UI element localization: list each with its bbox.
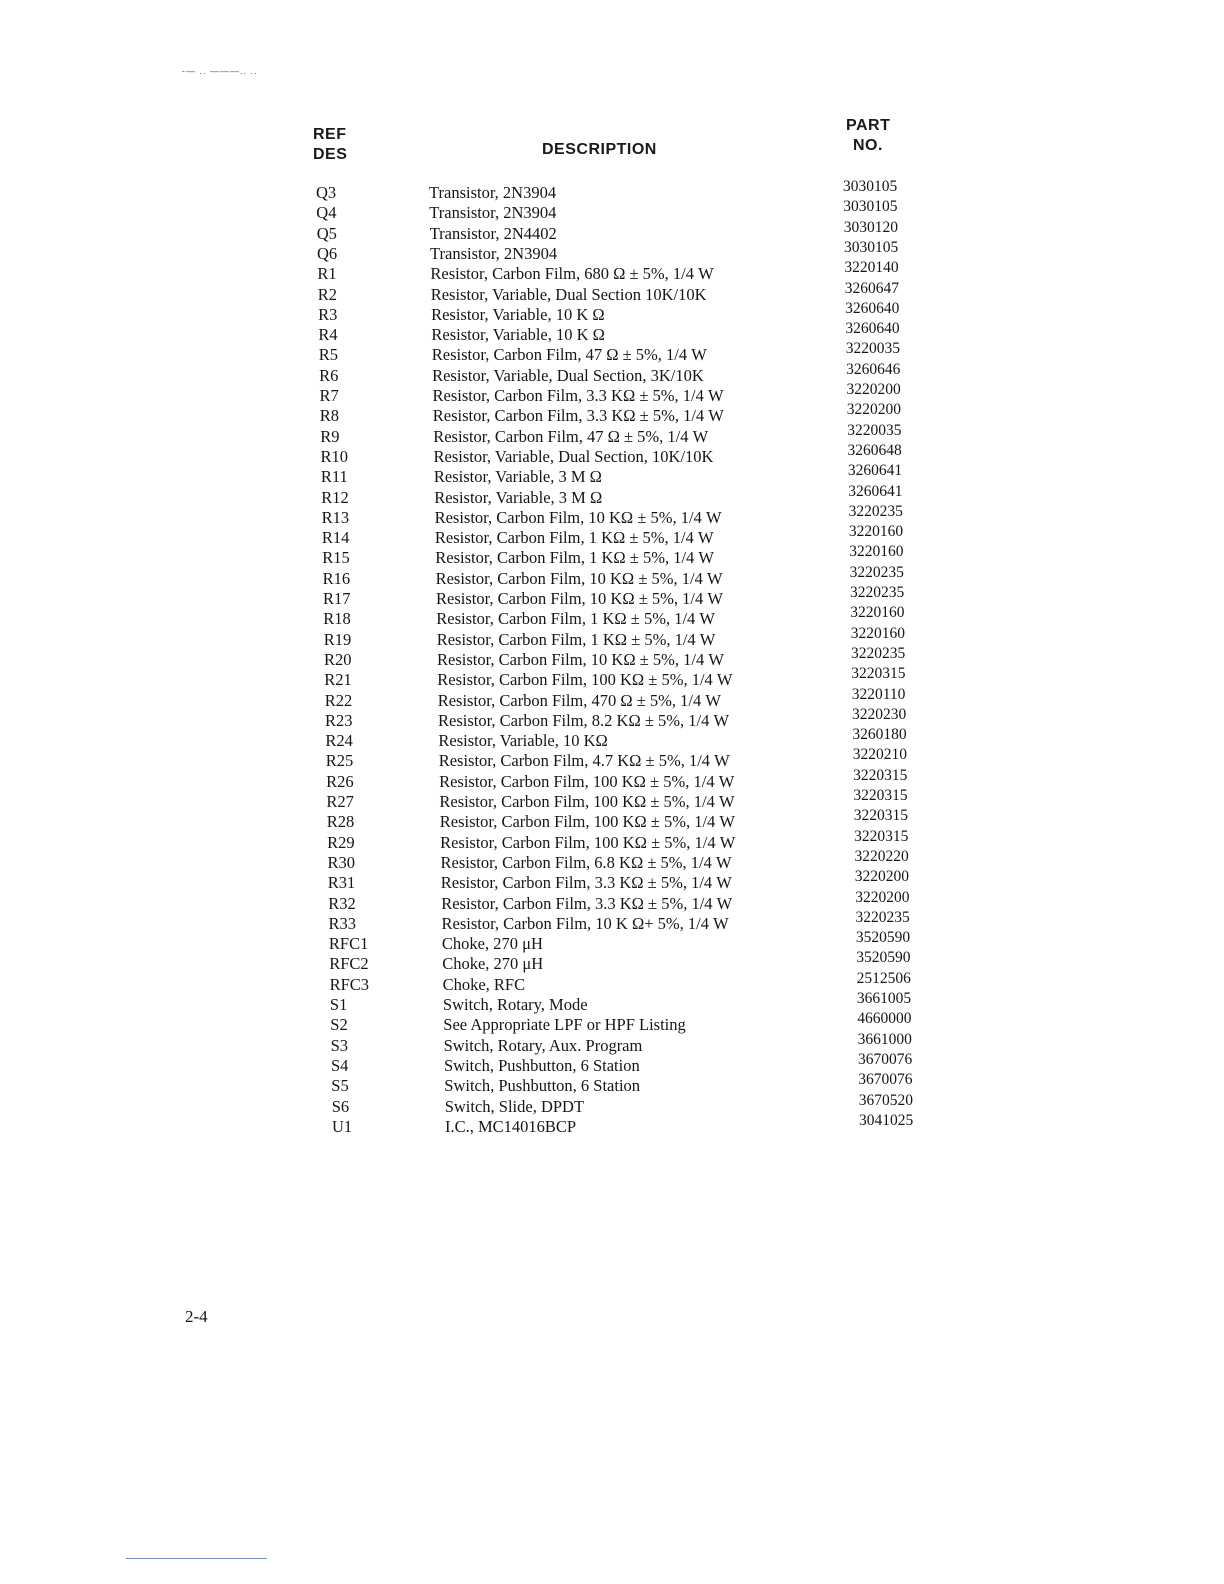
part-number: 3260646	[846, 360, 901, 378]
ref-des: R14	[321, 528, 350, 548]
ref-des: R1	[317, 264, 337, 284]
ref-des: Q5	[316, 223, 337, 243]
ref-des: RFC3	[329, 974, 370, 994]
description: Resistor, Carbon Film, 100 KΩ ± 5%, 1/4 W	[440, 832, 736, 852]
part-number: 3220110	[851, 685, 906, 703]
ref-des: S6	[331, 1096, 350, 1116]
ref-des: R17	[323, 589, 351, 608]
description: Resistor, Carbon Film, 1 KΩ ± 5%, 1/4 W	[436, 609, 715, 629]
description: Resistor, Variable, 3 M Ω	[433, 467, 602, 487]
description: Transistor, 2N3904	[429, 183, 557, 202]
description: Resistor, Variable, Dual Section, 10K/10K	[433, 446, 714, 466]
header-no: NO.	[853, 137, 883, 154]
description: Resistor, Carbon Film, 8.2 KΩ ± 5%, 1/4 W	[438, 710, 730, 730]
part-number: 3661005	[856, 990, 912, 1007]
ref-des: R24	[325, 731, 353, 751]
part-number: 3220315	[853, 807, 909, 825]
scan-artifact: -— .. ———.. ..	[182, 66, 258, 76]
ref-des: R28	[326, 812, 355, 832]
part-number: 3220200	[855, 888, 910, 906]
part-number: 3220235	[850, 584, 905, 601]
part-number: 3220235	[855, 908, 910, 926]
part-number: 3220160	[850, 604, 905, 622]
description: Switch, Pushbutton, 6 Station	[444, 1055, 640, 1075]
part-number: 3260180	[852, 726, 907, 744]
description: Resistor, Carbon Film, 1 KΩ ± 5%, 1/4 W	[435, 548, 714, 568]
ref-des: R30	[327, 852, 356, 872]
description: Resistor, Variable, 3 M Ω	[434, 487, 603, 507]
ref-des: S2	[330, 1015, 348, 1035]
ref-des: RFC2	[329, 954, 369, 974]
ref-des: R29	[327, 832, 355, 852]
description: Resistor, Variable, 10 K Ω	[431, 304, 605, 324]
part-number: 3220200	[846, 401, 902, 419]
ref-des: R22	[324, 690, 353, 710]
part-number: 3260648	[847, 441, 902, 459]
header-ref: REF	[313, 126, 347, 143]
description: Switch, Pushbutton, 6 Station	[444, 1076, 641, 1096]
part-number: 3220160	[849, 543, 904, 561]
part-number: 3030105	[844, 238, 899, 256]
description: Resistor, Carbon Film, 47 Ω ± 5%, 1/4 W	[433, 426, 709, 446]
part-number: 3670520	[858, 1091, 913, 1109]
part-number: 3220235	[849, 563, 904, 581]
ref-des: R19	[323, 629, 352, 649]
ref-des: R27	[326, 792, 354, 811]
description: Resistor, Carbon Film, 100 KΩ ± 5%, 1/4 W	[439, 792, 735, 811]
description: I.C., MC14016BCP	[445, 1116, 577, 1136]
part-number: 4660000	[857, 1010, 912, 1028]
part-number: 2512506	[856, 969, 911, 987]
description: Transistor, 2N3904	[429, 203, 557, 223]
part-number: 3661000	[857, 1030, 912, 1048]
ref-des: R31	[327, 873, 356, 893]
header-description: DESCRIPTION	[542, 141, 657, 158]
ref-des: R15	[322, 548, 350, 568]
part-number: 3220200	[854, 868, 910, 886]
part-number: 3220140	[844, 259, 899, 277]
description: Resistor, Carbon Film, 47 Ω ± 5%, 1/4 W	[431, 345, 707, 365]
part-number: 3220230	[852, 705, 907, 723]
description: Resistor, Carbon Film, 10 KΩ ± 5%, 1/4 W	[436, 589, 723, 608]
ref-des: R16	[322, 568, 351, 588]
ref-des: Q3	[316, 183, 337, 202]
part-number: 3220235	[848, 502, 903, 520]
part-number: 3030105	[843, 198, 898, 216]
part-number: 3220035	[845, 340, 901, 358]
description: Resistor, Carbon Film, 1 KΩ ± 5%, 1/4 W	[436, 629, 716, 649]
part-number: 3220035	[847, 421, 902, 439]
ref-des: R12	[321, 487, 349, 507]
part-number: 3260641	[848, 482, 903, 500]
part-number: 3220315	[854, 827, 909, 845]
description: Resistor, Carbon Film, 3.3 KΩ ± 5%, 1/4 W	[432, 386, 724, 405]
part-number: 3220220	[854, 847, 909, 865]
ref-des: S3	[330, 1035, 349, 1055]
ref-des: R21	[324, 670, 352, 690]
ref-des: R20	[324, 649, 352, 669]
description: Resistor, Variable, 10 K Ω	[431, 325, 605, 345]
description: Resistor, Carbon Film, 10 KΩ ± 5%, 1/4 W	[435, 568, 723, 588]
description: Resistor, Carbon Film, 680 Ω ± 5%, 1/4 W	[430, 264, 714, 284]
description: Resistor, Carbon Film, 10 K Ω+ 5%, 1/4 W	[441, 913, 729, 933]
ref-des: R26	[326, 771, 354, 791]
ref-des: U1	[332, 1116, 353, 1136]
description: Resistor, Carbon Film, 100 KΩ ± 5%, 1/4 W	[439, 812, 735, 832]
ref-des: R10	[320, 446, 349, 466]
ref-des: R7	[319, 386, 339, 405]
part-number: 3041025	[859, 1111, 914, 1129]
description: Switch, Slide, DPDT	[444, 1096, 585, 1116]
part-number: 3260641	[847, 462, 903, 480]
ref-des: R23	[325, 710, 353, 730]
part-number: 3520590	[856, 949, 911, 967]
description: Resistor, Carbon Film, 100 KΩ ± 5%, 1/4 W	[437, 670, 733, 690]
ref-des: R8	[319, 406, 340, 426]
description: Resistor, Carbon Film, 3.3 KΩ ± 5%, 1/4 W	[440, 873, 732, 893]
description: Resistor, Variable, Dual Section 10K/10K	[430, 284, 707, 304]
ref-des: R4	[318, 325, 338, 345]
page-number: 2-4	[185, 1307, 208, 1326]
description: See Appropriate LPF or HPF Listing	[443, 1015, 686, 1035]
description: Transistor, 2N4402	[429, 223, 557, 243]
description: Resistor, Carbon Film, 4.7 KΩ ± 5%, 1/4 W	[438, 751, 730, 771]
part-number: 3670076	[858, 1050, 913, 1068]
ref-des: S1	[329, 995, 348, 1014]
description: Resistor, Carbon Film, 470 Ω ± 5%, 1/4 W	[437, 690, 721, 710]
ref-des: R11	[320, 467, 348, 487]
header-part: PART	[846, 117, 891, 134]
part-number: 3260647	[844, 279, 899, 297]
part-number: 3220315	[851, 665, 906, 683]
part-number: 3220315	[853, 766, 908, 784]
ref-des: R25	[325, 751, 354, 771]
header-des: DES	[313, 146, 348, 163]
description: Transistor, 2N3904	[430, 243, 558, 263]
part-number: 3030120	[843, 218, 898, 236]
description: Switch, Rotary, Aux. Program	[443, 1035, 643, 1055]
part-number: 3220160	[848, 523, 904, 541]
description: Resistor, Carbon Film, 10 KΩ ± 5%, 1/4 W	[437, 649, 724, 669]
ref-des: Q6	[317, 243, 338, 263]
description: Resistor, Carbon Film, 6.8 KΩ ± 5%, 1/4 W	[440, 852, 732, 872]
ref-des: R3	[318, 304, 338, 324]
part-number: 3670076	[858, 1071, 913, 1089]
description: Resistor, Carbon Film, 1 KΩ ± 5%, 1/4 W	[434, 528, 714, 548]
ref-des: R5	[318, 345, 339, 365]
description: Choke, RFC	[442, 974, 526, 994]
part-number: 3220235	[851, 644, 906, 662]
part-number: 3260640	[845, 320, 900, 338]
description: Resistor, Carbon Film, 100 KΩ ± 5%, 1/4 W	[439, 771, 735, 791]
ref-des: S5	[331, 1076, 349, 1096]
description: Resistor, Variable, Dual Section, 3K/10K	[432, 365, 704, 385]
description: Switch, Rotary, Mode	[442, 995, 588, 1014]
part-number: 3220200	[846, 381, 901, 398]
ref-des: S4	[331, 1055, 349, 1075]
part-number: 3220315	[853, 787, 908, 804]
ref-des: R18	[323, 609, 351, 629]
ref-des: R6	[319, 365, 339, 385]
ref-des: Q4	[316, 203, 337, 223]
ref-des: R13	[321, 507, 350, 527]
ref-des: R2	[317, 284, 337, 304]
part-number: 3220160	[850, 624, 905, 642]
description: Resistor, Carbon Film, 3.3 KΩ ± 5%, 1/4 W	[441, 893, 733, 913]
description: Resistor, Carbon Film, 10 KΩ ± 5%, 1/4 W	[434, 507, 722, 527]
part-number: 3260640	[845, 299, 900, 317]
description: Resistor, Variable, 10 KΩ	[438, 731, 608, 751]
part-number: 3220210	[852, 746, 907, 764]
ref-des: RFC1	[328, 934, 369, 954]
ref-des: R9	[320, 426, 340, 446]
ref-des: R33	[328, 913, 357, 933]
description: Resistor, Carbon Film, 3.3 KΩ ± 5%, 1/4 W	[432, 406, 724, 426]
part-number: 3520590	[855, 929, 911, 947]
description: Choke, 270 μH	[442, 954, 544, 974]
footer-rule	[126, 1558, 267, 1559]
ref-des: R32	[328, 893, 356, 913]
part-number: 3030105	[843, 178, 898, 195]
description: Choke, 270 μH	[441, 934, 543, 954]
